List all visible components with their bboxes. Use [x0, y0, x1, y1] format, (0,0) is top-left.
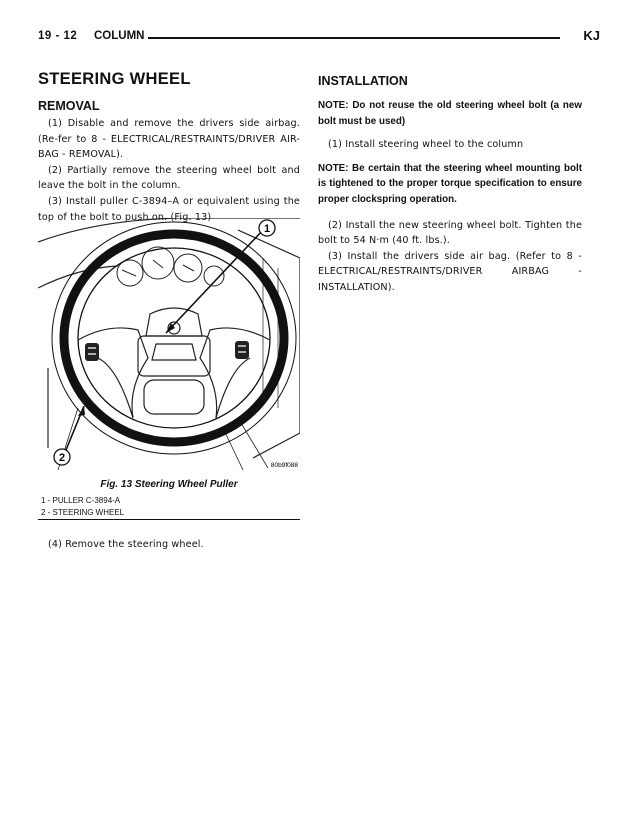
removal-step-3: (3) Install puller C-3894–A or equivalent using the top of the bolt to push on. (Fig. 13) [38, 195, 300, 223]
section-title: STEERING WHEEL [38, 70, 191, 88]
left-column [38, 70, 300, 225]
note-torque: NOTE: Be certain that the steering wheel mounting bolt is tightened to the proper torque specification to ensure proper clockspring operation. [318, 162, 582, 205]
install-step-2: (2) Install the new steering wheel bolt. Tighten the bolt to 54 N·m (40 ft. lbs.). [318, 219, 582, 247]
removal-step-1: (1) Disable and remove the drivers side airbag.(Re-fer to 8 - ELECTRICAL/RESTRAINTS/DRIVER AIR-BAG - REMOVAL). [38, 118, 300, 161]
removal-step-4: (4) Remove the steering wheel. [48, 539, 204, 550]
page-header [38, 28, 600, 48]
legend-item-2: 2 - STEERING WHEEL [41, 508, 125, 517]
note-bolt: NOTE: Do not reuse the old steering wheel bolt (a new bolt must be used) [318, 100, 582, 127]
legend-item-1: 1 - PULLER C-3894-A [41, 496, 121, 505]
removal-heading: REMOVAL [38, 99, 100, 113]
figure-legend [41, 495, 124, 519]
page-number: 19 - 12 [38, 30, 78, 42]
steering-wheel-figure [38, 218, 300, 470]
right-column [318, 70, 582, 296]
install-step-3: (3) Install the drivers side air bag. (Refer to 8 - ELECTRICAL/RESTRAINTS/DRIVER AIRBAG - INSTALLATION). [318, 250, 582, 293]
section-name: COLUMN [94, 30, 145, 42]
left-column-continued [38, 537, 300, 553]
callout-1: 1 [263, 223, 271, 235]
header-rule [148, 37, 560, 39]
install-step-1: (1) Install steering wheel to the column [328, 139, 524, 151]
model-code: KJ [583, 28, 600, 43]
legend-rule [38, 519, 300, 520]
figure-id: 80b9f088 [270, 462, 298, 469]
callout-2: 2 [58, 452, 66, 464]
figure-caption: Fig. 13 Steering Wheel Puller [100, 479, 238, 490]
removal-step-2: (2) Partially remove the steering wheel bolt and leave the bolt in the column. [38, 164, 300, 192]
installation-heading: INSTALLATION [318, 74, 408, 88]
steering-wheel-illustration [38, 218, 300, 470]
